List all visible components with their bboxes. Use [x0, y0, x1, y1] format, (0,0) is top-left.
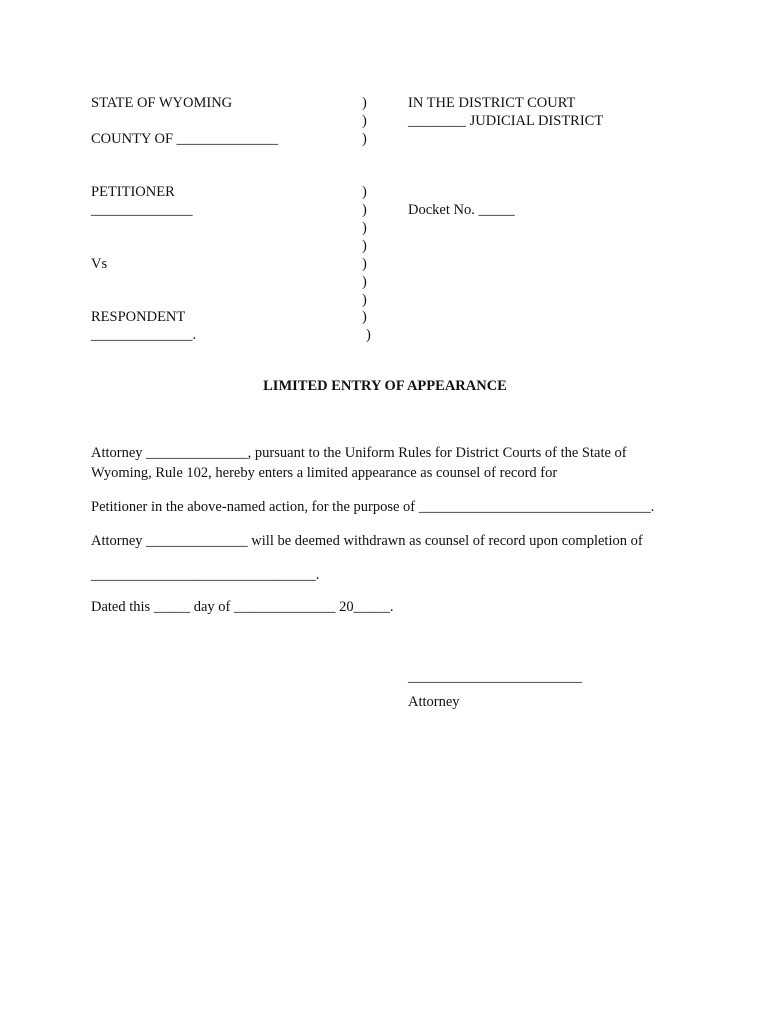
caption-divider-paren: ) — [362, 202, 367, 218]
docket-number: Docket No. _____ — [408, 202, 515, 218]
court-name: IN THE DISTRICT COURT — [408, 95, 576, 111]
caption-divider-paren: ) — [362, 309, 367, 325]
document-title: LIMITED ENTRY OF APPEARANCE — [263, 378, 507, 394]
caption-divider-paren: ) — [362, 95, 367, 111]
respondent-label: RESPONDENT — [91, 309, 186, 325]
caption-divider-paren: ) — [362, 220, 367, 236]
state-label: STATE OF WYOMING — [91, 95, 233, 111]
body-paragraph-1-line-2: Wyoming, Rule 102, hereby enters a limited appearance as counsel of record for — [91, 465, 558, 481]
caption-divider-paren: ) — [362, 274, 367, 290]
caption-divider-paren: ) — [362, 238, 367, 254]
caption-divider-paren: ) — [362, 131, 367, 147]
county-label: COUNTY OF ______________ — [91, 131, 279, 147]
signature-label: Attorney — [408, 694, 460, 710]
versus-label: Vs — [91, 256, 108, 272]
signature-line: ________________________ — [408, 669, 582, 685]
body-paragraph-1-line-1: Attorney ______________, pursuant to the Uniform Rules for District Courts of the State of — [91, 445, 627, 461]
caption-divider-paren: ) — [362, 184, 367, 200]
petitioner-name-blank: ______________ — [91, 202, 193, 218]
caption-divider-paren: ) — [362, 256, 367, 272]
body-paragraph-2: Petitioner in the above-named action, for the purpose of ________________________________. — [91, 499, 655, 515]
completion-blank: _______________________________. — [91, 567, 320, 583]
caption-divider-paren: ) — [362, 292, 367, 308]
dated-line: Dated this _____ day of ______________ 20_____. — [91, 599, 394, 615]
respondent-name-blank: ______________. — [91, 327, 197, 343]
body-paragraph-3: Attorney ______________ will be deemed withdrawn as counsel of record upon completion of — [91, 533, 643, 549]
petitioner-label: PETITIONER — [91, 184, 175, 200]
caption-divider-paren: ) — [362, 113, 367, 129]
caption-divider-paren: ) — [366, 327, 371, 343]
judicial-district: ________ JUDICIAL DISTRICT — [408, 113, 604, 129]
